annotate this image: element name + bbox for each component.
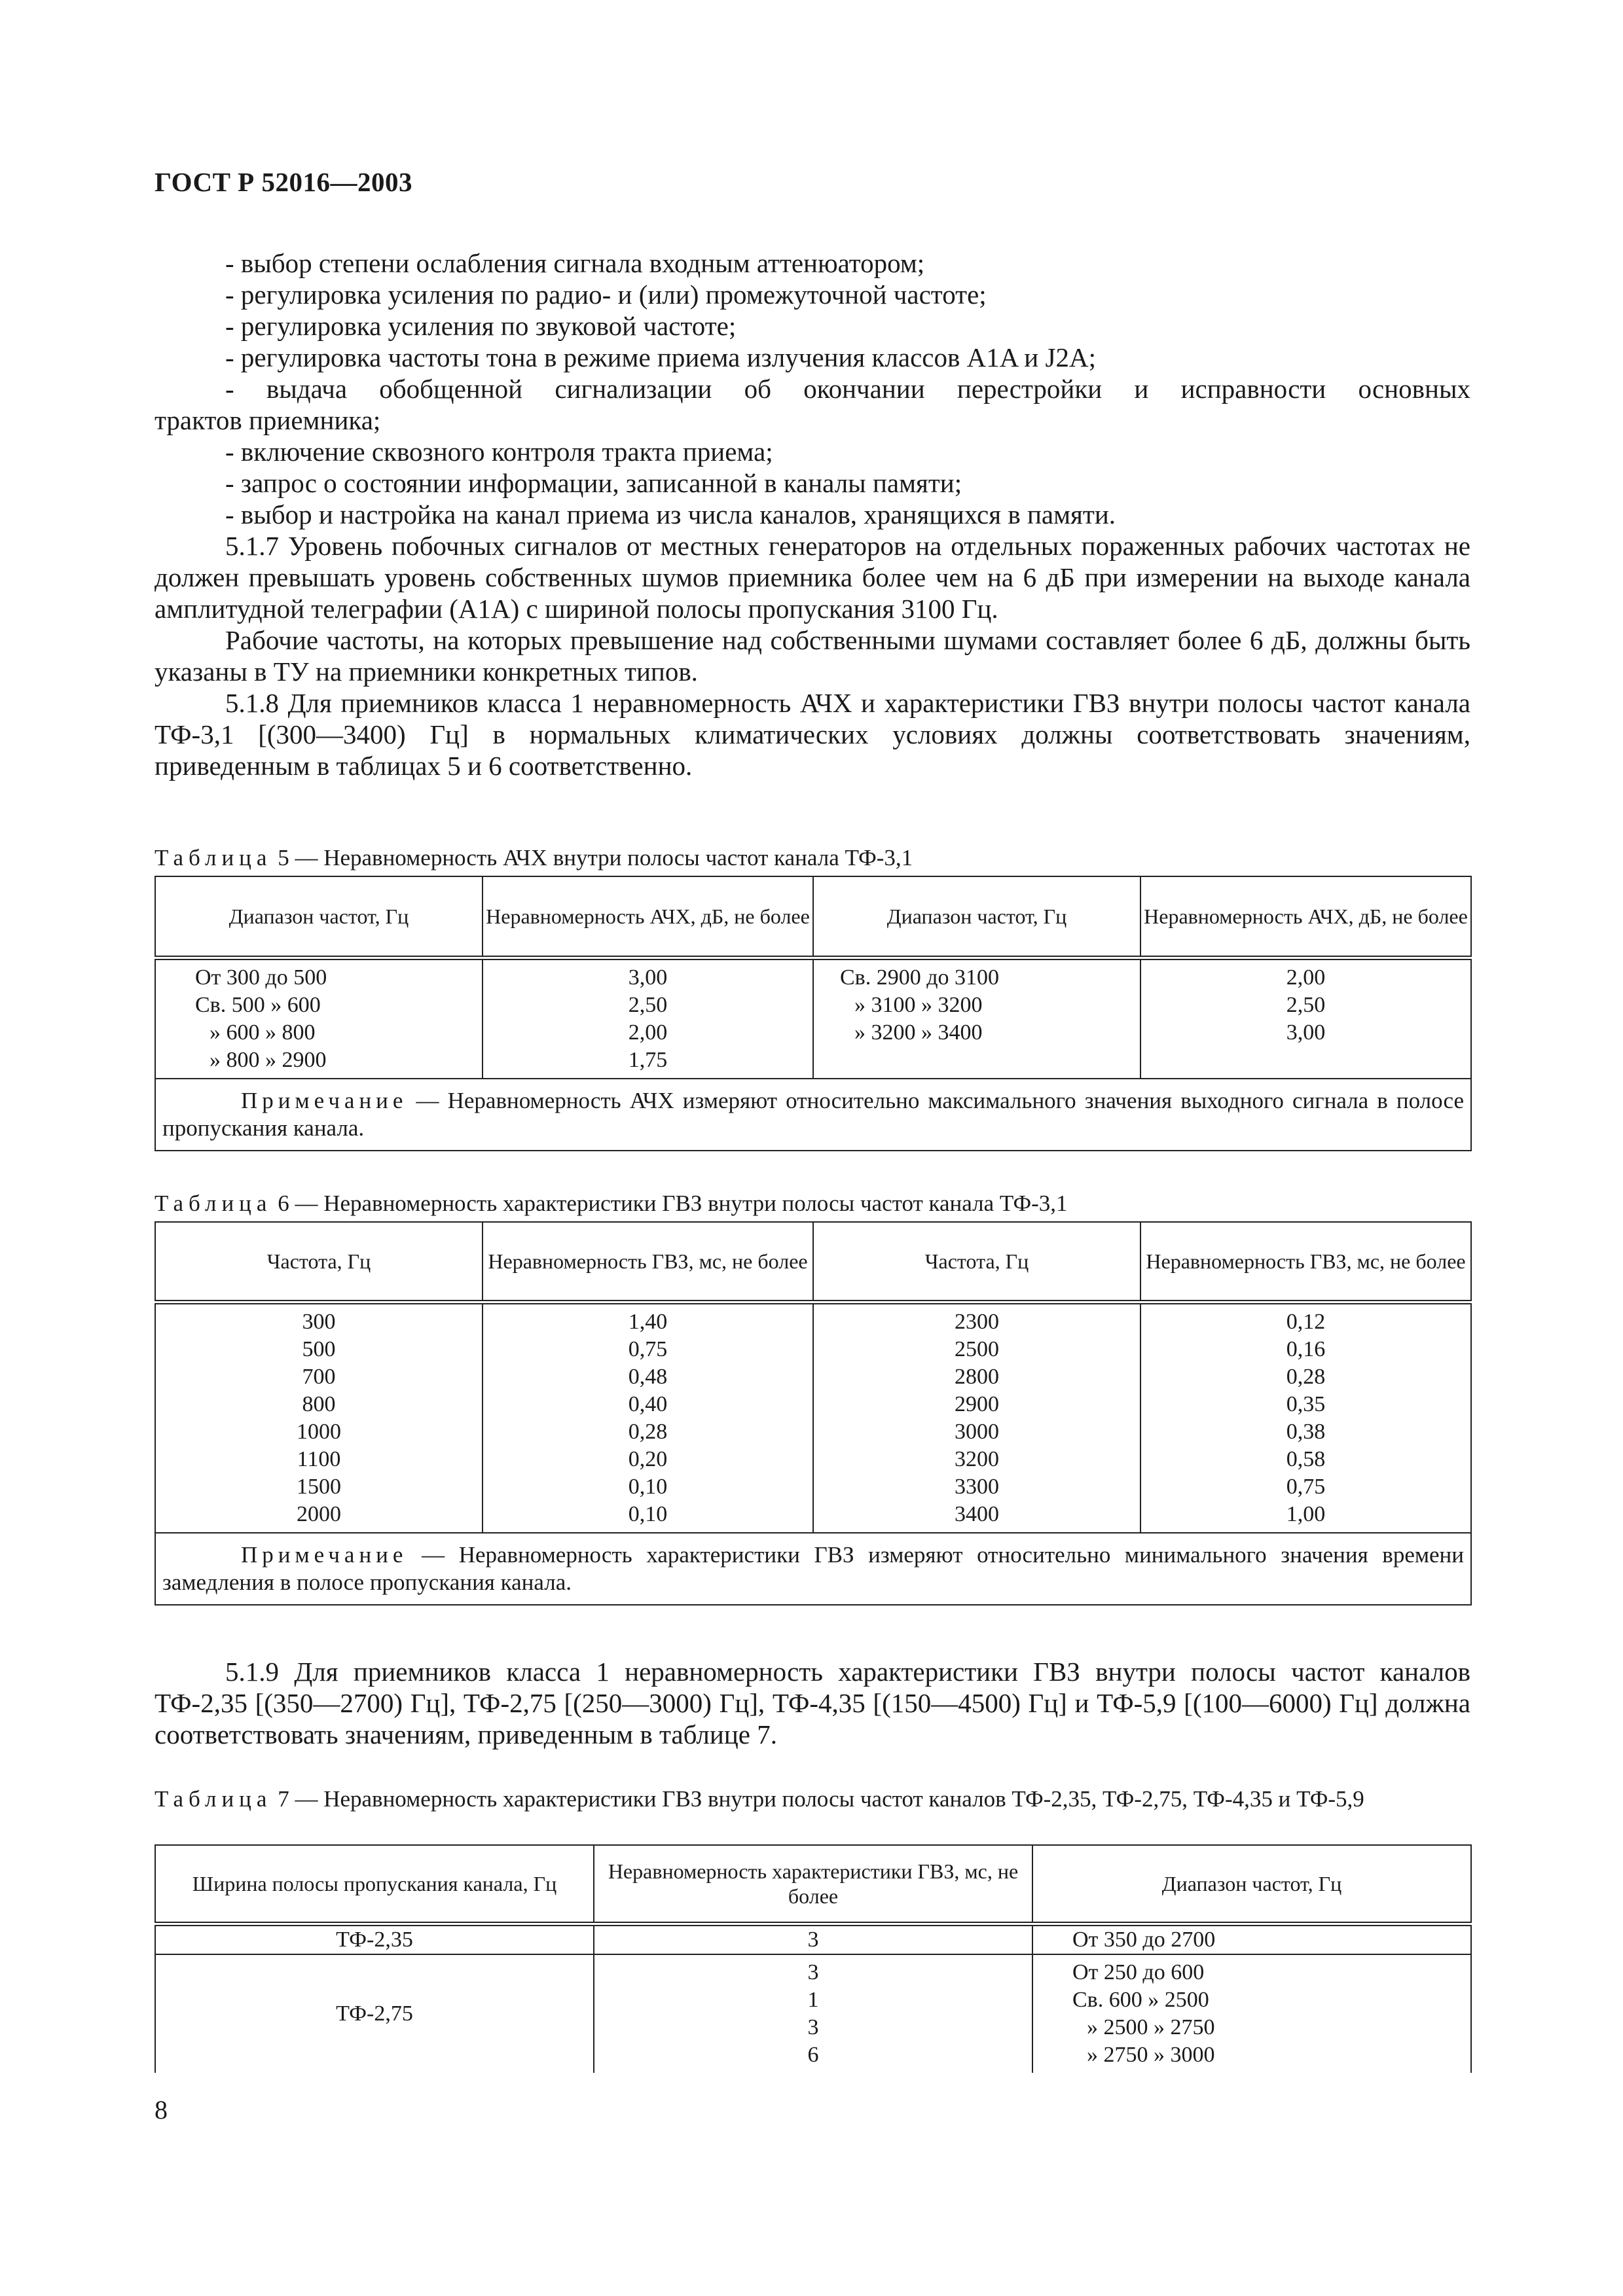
- table6-caption-word: Таблица: [155, 1191, 272, 1216]
- table-cell: 3400: [955, 1501, 999, 1526]
- table-cell: 3,00: [628, 965, 668, 990]
- table5-note: [155, 1079, 1471, 1151]
- table-cell: 3: [807, 1960, 819, 1984]
- list-item: - регулировка усиления по радио- и (или) промежуточной частоте;: [225, 279, 987, 310]
- table-cell: 0,40: [628, 1391, 668, 1416]
- table5-note-row: [155, 1079, 1471, 1151]
- table-cell: » 600 » 800: [210, 1020, 316, 1045]
- table5-header-value-2: Неравномерность АЧХ, дБ, не более: [1140, 876, 1471, 958]
- table6-note-row: [155, 1533, 1471, 1605]
- table7-value: 3: [594, 1924, 1032, 1954]
- table-cell: 6: [807, 2042, 819, 2067]
- table-cell: 0,75: [628, 1336, 668, 1361]
- table-cell: 1,00: [1286, 1501, 1326, 1526]
- table7-caption-word: Таблица: [155, 1786, 272, 1812]
- table6-note: [155, 1533, 1471, 1605]
- table-cell: 3,00: [1286, 1020, 1326, 1045]
- table-cell: Св. 2900 до 3100: [840, 965, 1000, 990]
- paragraph-5-1-7-continued: Рабочие частоты, на которых превышение над собственными шумами составляет более 6 дБ, должны быть указаны в ТУ на приемники конкретных типов.: [155, 625, 1470, 687]
- paragraph-5-1-7: 5.1.7 Уровень побочных сигналов от местных генераторов на отдельных пораженных рабочих частотах не должен превышать уровень собственных шумов приемника более чем на 6 дБ при измерении на выходе канала амплитудной телеграфии (A1A) с шириной полосы пропускания 3100 Гц.: [155, 531, 1470, 624]
- table6-col2: [483, 1302, 813, 1533]
- table7-header-value: Неравномерность характеристики ГВЗ, мс, не более: [594, 1845, 1032, 1924]
- table5-header-value: Неравномерность АЧХ, дБ, не более: [483, 876, 813, 958]
- table-cell: 2000: [297, 1501, 341, 1526]
- table-cell: 0,38: [1286, 1419, 1326, 1444]
- list-item: - выдача обобщенной сигнализации об окончании перестройки и исправности основных: [225, 374, 1470, 404]
- document-header: ГОСТ Р 52016—2003: [155, 167, 412, 197]
- table-cell: 1000: [297, 1419, 341, 1444]
- page-number: 8: [155, 2095, 168, 2125]
- table-7: [155, 1844, 1472, 2073]
- table-cell: 2,50: [628, 992, 668, 1017]
- table-5: [155, 876, 1472, 1151]
- list-item-continuation: трактов приемника;: [155, 405, 381, 435]
- table6-caption: [155, 1190, 1470, 1217]
- table-cell: От 250 до 600: [1072, 1960, 1205, 1984]
- table-cell: 2500: [955, 1336, 999, 1361]
- table5-col2: [483, 958, 813, 1079]
- table-cell: 1: [807, 1987, 819, 2012]
- note-text: — Неравномерность АЧХ измеряют относительно максимального значения выходного сигнала в полосе пропускания канала.: [162, 1087, 1464, 1141]
- requirements-list: [155, 247, 1470, 781]
- table-cell: 0,58: [1286, 1446, 1326, 1471]
- note-label: Примечание: [241, 1087, 408, 1113]
- table-cell: 0,10: [628, 1501, 668, 1526]
- table7-caption-text: 7 — Неравномерность характеристики ГВЗ внутри полосы частот каналов ТФ-2,35, ТФ-2,75, ТФ-4,35 и ТФ-5,9: [278, 1786, 1364, 1812]
- table7-range: От 350 до 2700: [1032, 1924, 1471, 1954]
- table-cell: 2900: [955, 1391, 999, 1416]
- table-cell: » 2750 » 3000: [1087, 2042, 1215, 2067]
- table-row: [155, 958, 1471, 1079]
- table5-header-range: Диапазон частот, Гц: [155, 876, 483, 958]
- paragraph-5-1-9-block: [155, 1656, 1470, 1750]
- table6-col3: [813, 1302, 1140, 1533]
- table7-caption: [155, 1785, 1470, 1813]
- list-item: - выбор степени ослабления сигнала входным аттенюатором;: [225, 248, 925, 278]
- table-cell: » 3100 » 3200: [854, 992, 983, 1017]
- table5-caption-text: 5 — Неравномерность АЧХ внутри полосы частот канала ТФ-3,1: [278, 845, 913, 870]
- table-cell: 0,28: [1286, 1364, 1326, 1389]
- table-cell: 2800: [955, 1364, 999, 1389]
- table-cell: 0,12: [1286, 1309, 1326, 1334]
- table5-col1: [155, 958, 483, 1079]
- table-row: [155, 1924, 1471, 1954]
- table6-caption-text: 6 — Неравномерность характеристики ГВЗ внутри полосы частот канала ТФ-3,1: [278, 1191, 1068, 1216]
- table7-band: ТФ-2,75: [155, 1954, 594, 2073]
- table-cell: » 800 » 2900: [210, 1047, 327, 1072]
- table6-header-freq: Частота, Гц: [155, 1222, 483, 1302]
- list-item: - регулировка усиления по звуковой частоте;: [225, 311, 737, 341]
- list-item: - запрос о состоянии информации, записанной в каналы памяти;: [225, 468, 962, 498]
- table-cell: 1,75: [628, 1047, 668, 1072]
- table-cell: 2,00: [1286, 965, 1326, 990]
- table6-header-freq-2: Частота, Гц: [813, 1222, 1140, 1302]
- note-text: — Неравномерность характеристики ГВЗ измеряют относительно минимального значения времени замедления в полосе пропускания канала.: [162, 1541, 1464, 1595]
- table5-header-range-2: Диапазон частот, Гц: [813, 876, 1140, 958]
- table-cell: 0,35: [1286, 1391, 1326, 1416]
- table-cell: 3000: [955, 1419, 999, 1444]
- note-label: Примечание: [241, 1541, 408, 1568]
- table-6: [155, 1221, 1472, 1605]
- table-cell: 0,28: [628, 1419, 668, 1444]
- table5-caption: [155, 844, 1470, 872]
- table-cell: 3: [807, 2015, 819, 2039]
- table-cell: 0,48: [628, 1364, 668, 1389]
- table-cell: » 2500 » 2750: [1087, 2015, 1215, 2039]
- list-item: - включение сквозного контроля тракта приема;: [225, 437, 773, 467]
- table-cell: 0,10: [628, 1474, 668, 1499]
- table7-ranges: [1032, 1954, 1471, 2073]
- table6-header-value-2: Неравномерность ГВЗ, мс, не более: [1140, 1222, 1471, 1302]
- table-cell: 2,00: [628, 1020, 668, 1045]
- table7-band: ТФ-2,35: [155, 1924, 594, 1954]
- table-cell: » 3200 » 3400: [854, 1020, 983, 1045]
- table-cell: 2300: [955, 1309, 999, 1334]
- table-cell: 3300: [955, 1474, 999, 1499]
- list-item: - выбор и настройка на канал приема из числа каналов, хранящихся в памяти.: [225, 499, 1116, 529]
- table7-values: [594, 1954, 1032, 2073]
- table-cell: 800: [302, 1391, 336, 1416]
- table-cell: 500: [302, 1336, 336, 1361]
- table-cell: Св. 600 » 2500: [1072, 1987, 1209, 2012]
- table-cell: 1100: [297, 1446, 341, 1471]
- table6-header-value: Неравномерность ГВЗ, мс, не более: [483, 1222, 813, 1302]
- table5-col3: [813, 958, 1140, 1079]
- table-cell: 1500: [297, 1474, 341, 1499]
- table-cell: 0,20: [628, 1446, 668, 1471]
- table-cell: 1,40: [628, 1309, 668, 1334]
- table-cell: 0,75: [1286, 1474, 1326, 1499]
- paragraph-5-1-8: 5.1.8 Для приемников класса 1 неравномерность АЧХ и характеристики ГВЗ внутри полосы частот канала ТФ-3,1 [(300—3400) Гц] в нормальных климатических условиях должны соответствовать значениям, приведенным в таблицах 5 и 6 соответственно.: [155, 688, 1470, 781]
- table-cell: 300: [302, 1309, 336, 1334]
- table-cell: 700: [302, 1364, 336, 1389]
- table-cell: Св. 500 » 600: [195, 992, 321, 1017]
- table7-header-range: Диапазон частот, Гц: [1032, 1845, 1471, 1924]
- table6-col1: [155, 1302, 483, 1533]
- paragraph-5-1-9: 5.1.9 Для приемников класса 1 неравномерность характеристики ГВЗ внутри полосы частот каналов ТФ-2,35 [(350—2700) Гц], ТФ-2,75 [(250—3000) Гц], ТФ-4,35 [(150—4500) Гц] и ТФ-5,9 [(100—6000) Гц] должна соответствовать значениям, приведенным в таблице 7.: [155, 1657, 1470, 1749]
- table6-col4: [1140, 1302, 1471, 1533]
- table5-col4: [1140, 958, 1471, 1079]
- table-cell: 0,16: [1286, 1336, 1326, 1361]
- table-cell: 3200: [955, 1446, 999, 1471]
- list-item: - регулировка частоты тона в режиме приема излучения классов A1A и J2A;: [225, 342, 1096, 372]
- table5-caption-word: Таблица: [155, 845, 272, 870]
- table-cell: 2,50: [1286, 992, 1326, 1017]
- table-row: [155, 1954, 1471, 2073]
- table-cell: От 300 до 500: [195, 965, 327, 990]
- table7-header-band: Ширина полосы пропускания канала, Гц: [155, 1845, 594, 1924]
- table-row: [155, 1302, 1471, 1533]
